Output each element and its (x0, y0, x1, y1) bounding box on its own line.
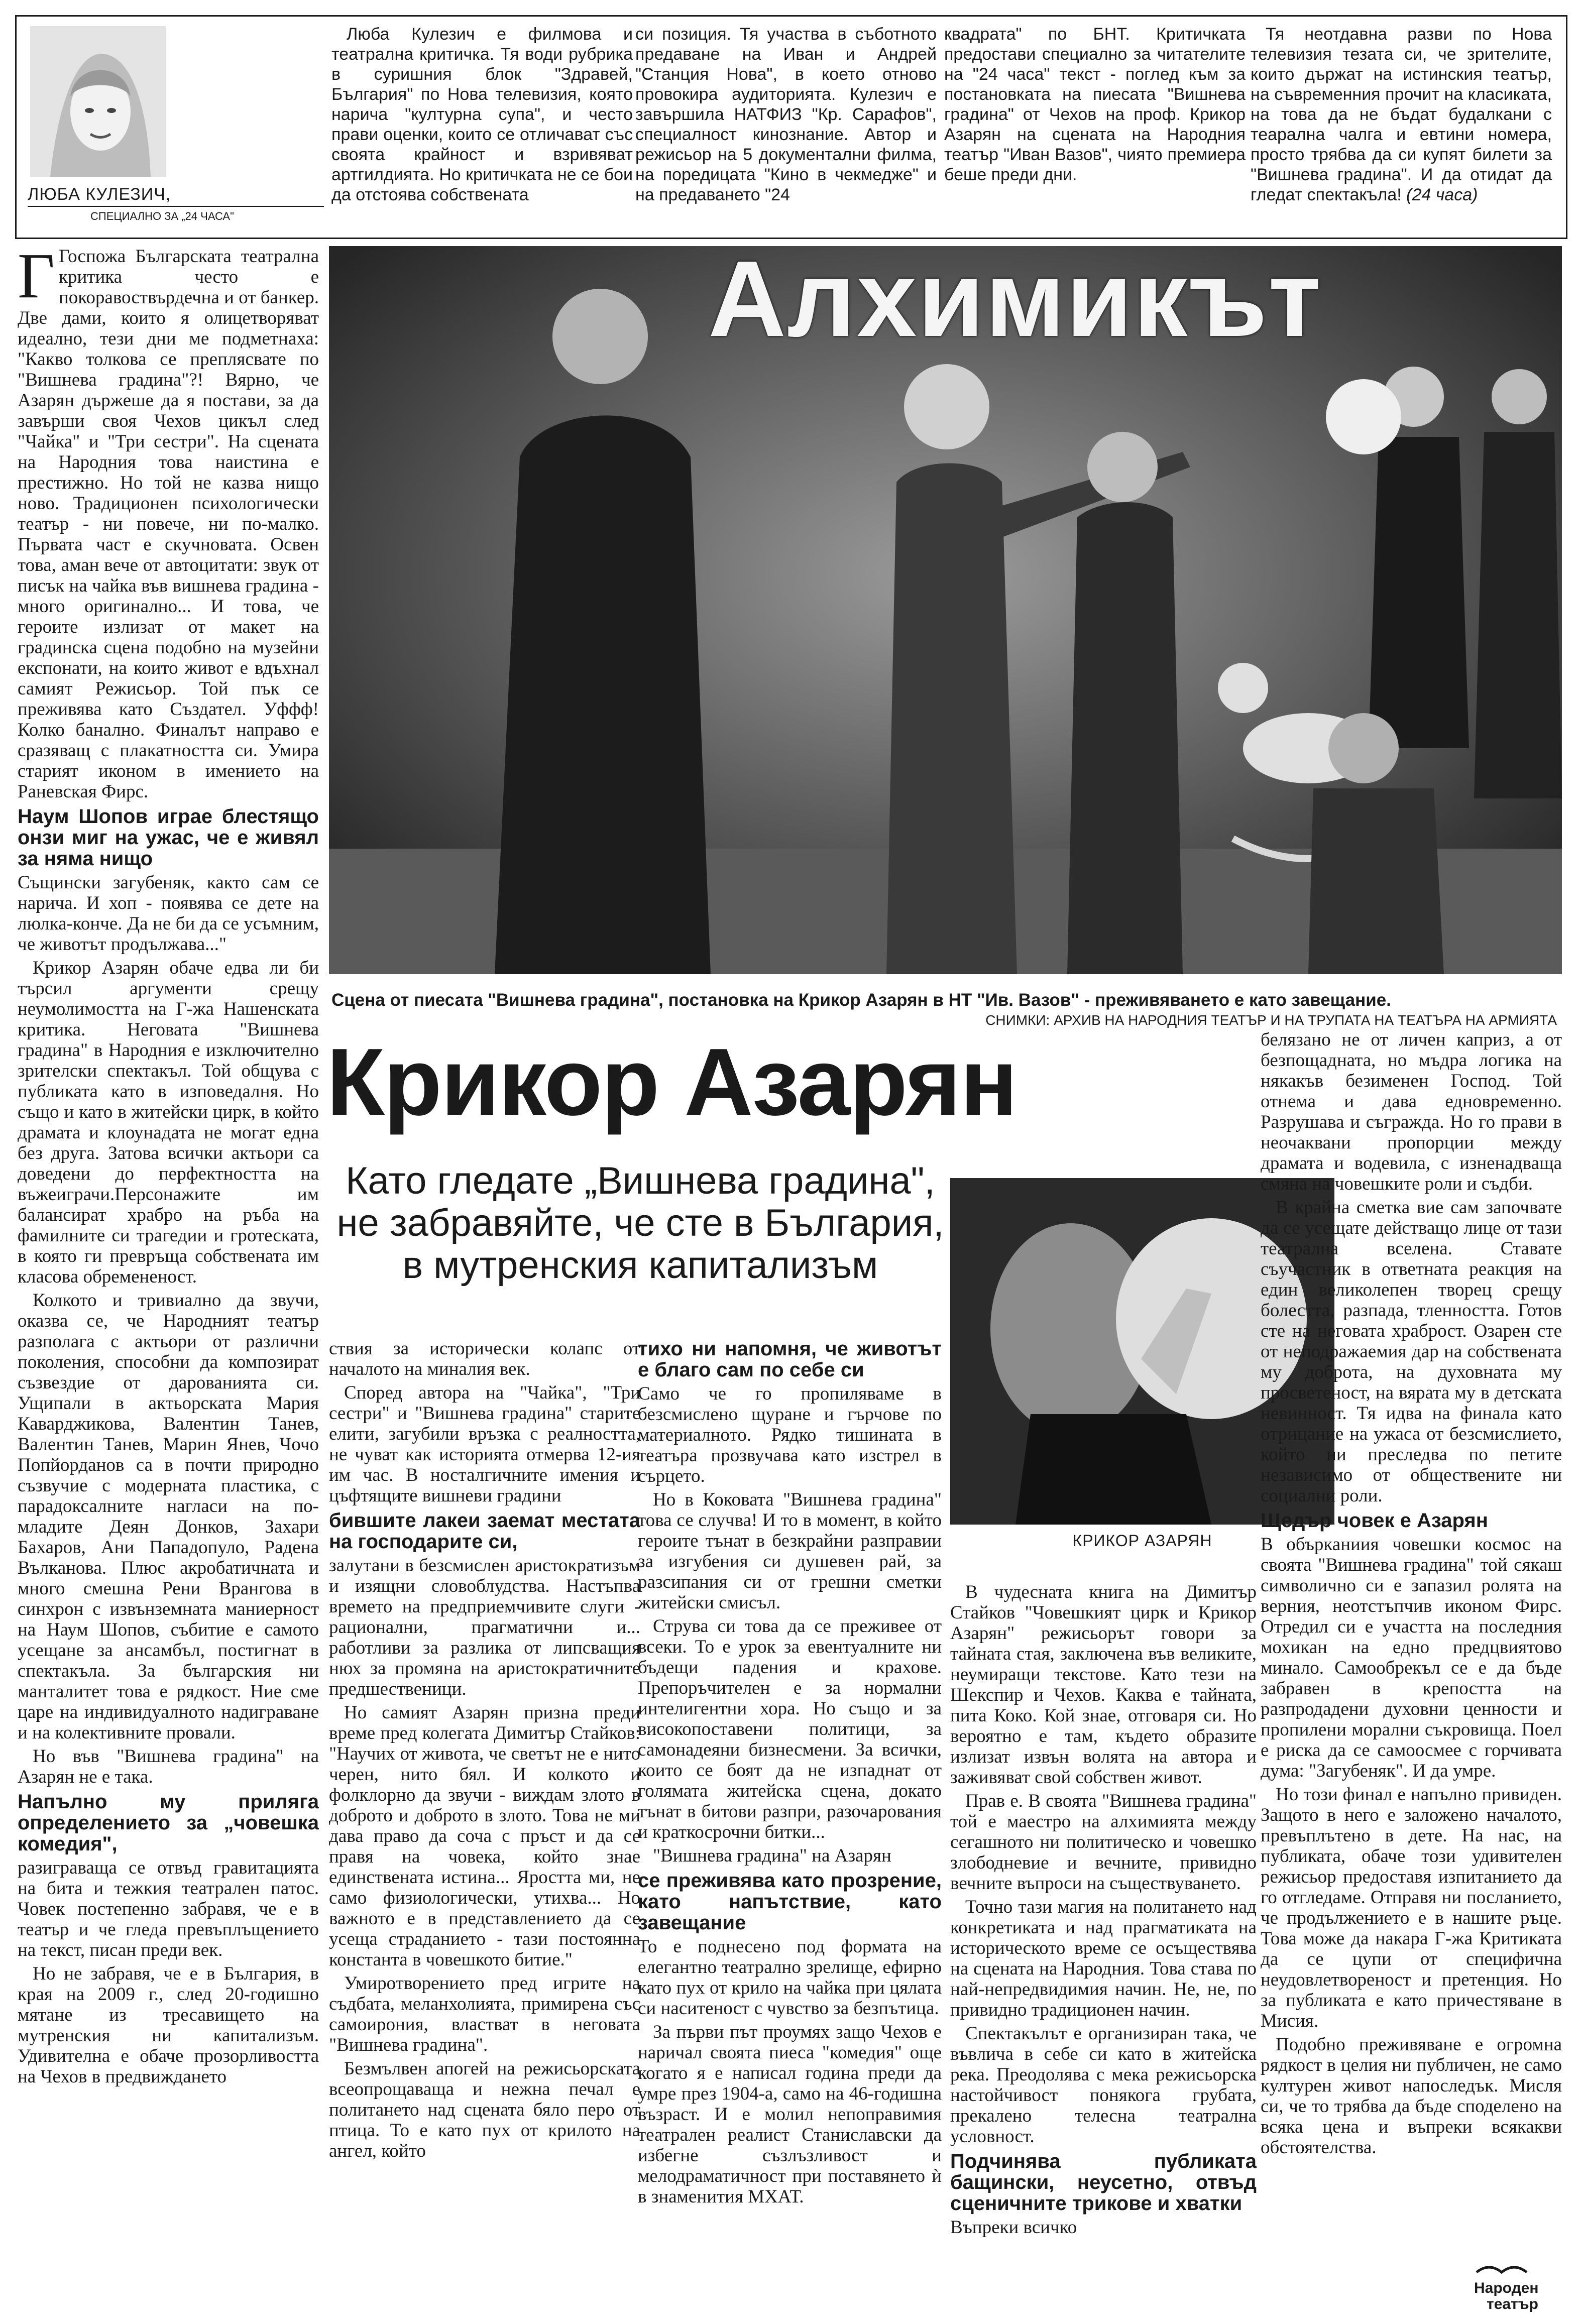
author-rule (28, 206, 324, 207)
bio-column-4-text: Тя неотдавна разви по Нова телевизия тезата си, че зрителите, които държат на истинския театър, на съвременния прочит на класиката, на това да не бъдат будалкани с теарална чалга и евтини номера, просто трябва да си купят билети за "Вишнева градина". И да отидат да гледат спектакъла! (1251, 25, 1552, 204)
col2-p1: ствия за исторически колапс от началото на миналия век. (329, 1338, 640, 1379)
col4-p3: Точно тази магия на политането над конкретиката и над прагматиката на историческото време се осъществява на сцената на Народния. Това става по най-непредвидимия начин. Не, не, по привидно традиционен начин. (950, 1897, 1257, 2020)
article-column-2 (329, 1338, 640, 2317)
stamp-line-1: Народен (1474, 2280, 1539, 2296)
col2-subheading-1: бившите лакеи заемат местата на господарите си, (329, 1509, 640, 1553)
article-column-1 (18, 246, 319, 2315)
col4-p1: В чудесната книга на Димитър Стайков "Човешкият цирк и Крикор Азарян" режисьорът говори за тайната стая, заключена във великите, неумиращи текстове. Като тези на Шекспир и Чехов. Каква е тайната, пита Коко. Кой знае, отговаря си. Но вероятно е там, където образите излизат извън волята на автора и заживяват свой собствен живот. (950, 1582, 1257, 1788)
article-column-4 (950, 1582, 1257, 2317)
article-column-5 (1261, 1029, 1562, 2315)
col3-p3: Струва си това да се преживее от всеки. То е урок за евентуалните ни бъдещи падения и крахове. Препоръчителен е за нормални интелигентни хора. Но също и за високопоставени политици, за самонадеяни бизнесмени. За всички, които се боят да не изпаднат от голямата житейска сцена, докато тънат в битови разпри, разочарования и краткосрочни битки... (638, 1616, 942, 1842)
author-special-note: СПЕЦИАЛНО ЗА „24 ЧАСА" (90, 210, 234, 222)
col3-p4: "Вишнева градина" на Азарян (653, 1845, 891, 1866)
article-column-3 (638, 1338, 942, 2317)
drop-cap: Г (18, 246, 55, 311)
article-lead-paragraph (18, 246, 319, 802)
subheadline: Като гледате „Вишнева градина", не забравяйте, че сте в България, в мутренския капитализъм (336, 1159, 944, 1287)
theatre-stamp-logo (1466, 2260, 1567, 2315)
bio-column-4 (1251, 24, 1552, 225)
author-photo (30, 26, 166, 177)
photo-caption: Сцена от пиесата "Вишнева градина", постановка на Крикор Азарян в НТ "Ив. Вазов" - преживяването е като завещание. (331, 990, 1391, 1010)
col3-subheading-2: се преживява като прозрение, като напътствие, като завещание (638, 1870, 942, 1934)
photo-credit: СНИМКИ: АРХИВ НА НАРОДНИЯ ТЕАТЪР И НА ТРУПАТА НА ТЕАТЪРА НА АРМИЯТА (985, 1012, 1557, 1028)
col1-p3: Крикор Азарян обаче едва ли би търсил аргументи срещу неумолимостта на Г-жа Нашенската критика. Неговата "Вишнева градина" в Народния е изключително зрителски спектакъл. Той общува с публиката като в изповедалня. Но също и като в житейски цирк, в който драмата и клоунадата не могат една без друга. Затова всички актьори са доведени до перфектността на въжеиграчи.Персонажите им балансират храбро на ръба на фамилните си трагедии и гротеската, в която ги превръща собствената им класова обремененост. (18, 958, 319, 1287)
bio-source: (24 часа) (1406, 185, 1478, 204)
col2-p4: Но самият Азарян призна преди време пред колегата Димитър Стайков: "Научих от живота, че светът не е нито черен, нито бял. И колкото и фолклорно да звучи - виждам злото в доброто и доброто в злото. Това не ми дава право да соча с пръст и да се правя на човека, който знае единствената истина... Яростта ми, не само физиологически, утихва... Но важното е в представлението да се усеща страданието - тази постоянна константа в човешкото битие." (329, 1702, 640, 1970)
bio-column-1: Люба Кулезич е филмова и театрална критичка. Тя води рубрика в суришния блок "Здравей, България" по Нова телевизия, която нарича "културна супа", и често прави оценки, които се отличават със своята крайност и взривяват артгилдията. Но критичката не се бои да отстоява собствената (331, 25, 633, 204)
stamp-line-2: театър (1487, 2296, 1538, 2312)
bio-column-2: си позиция. Тя участва в съботното предаване на Иван и Андрей "Станция Нова", в което отново провокира аудиторията. Кулезич е завършила НАТФИЗ "Кр. Сарафов", специалност кинознание. Автор и режисьор на 5 документални филма, на поредицата "Кино в чекмедже" и на предаването "24 (635, 25, 937, 204)
headline-top: Алхимикът (708, 238, 1322, 359)
col5-subheading-1: Щедър човек е Азарян (1261, 1509, 1488, 1532)
col5-p4: Но този финал е напълно привиден. Защото в него е заложено началото, превъплътено в дете. На нас, на публиката, обаче този удивителен режисьор предоставя изпитанието да го отгледаме. Отправя ни посланието, че продължението е в нашите ръце. Това може да накара Г-жа Критиката да се цупи от специфична неудовлетвореност и претенция. Но за публиката е като причестяване в Мисия. (1261, 1784, 1562, 2031)
col5-p3: В обърканиия човешки космос на своята "Вишнева градина" той сякаш символично си е запазил ролята на верния, неотстъпчив иконом Фирс. Отредил си е участта на последния мохикан на едно предцвиятово минало. Самообрекъл се е да бъде забравен в крепостта на разпродадени духовни ценности и пропилени морални съкровища. Поел е риска да се самоосмее с горчивата дума: "Загубеняк". И да умре. (1261, 1534, 1562, 1781)
col1-p4: Колкото и тривиално да звучи, оказва се, че Народният театър разполага с актьори от различни поколения, способни да композират съзвездие от дарованията си. Ущипали в актьорската Мария Каварджикова, Валентин Танев, Валентин Танев, Марин Янев, Чочо Попйорданов са в почти природно съзвучие с модерната пластика, с парадоксалните нагласи на по-младите Деян Донков, Захари Бахаров, Ани Пападопуло, Радена Вълканова. Плюс акробатичната и много смешна Рени Врангова в синхрон с извънземната маниерност на Наум Шопов, събитие е самото усещане за ансамбъл, постигнат в спектакъла. За българския ни манталитет това е рядкост. Ние сме царе на индивидуалното надиграване и на колективните провали. (18, 1290, 319, 1743)
col2-p5: Умиротворението пред игрите на съдбата, меланхолията, примирена със самоирония, властват в неговата "Вишнева градина". (329, 1973, 640, 2055)
col3-p5: То е поднесено под формата на елегантно театрално зрелище, ефирно като пух от крило на чайка при цялата си наситеност с чувство за безпътица. (638, 1936, 942, 2019)
col3-p2: Но в Коковата "Вишнева градина" това се случва! И то в момент, в който героите тънат в безкрайни разправии за изгубения си душевен рай, за разсипания си от грешни сметки житейски смисъл. (638, 1489, 942, 1613)
col2-p6: Безмълвен апогей на режисьорската всеопрощаваща и нежна печал е политането над сцената бяло перо от птица. То е като пух от крилото на ангел, който (329, 2058, 640, 2161)
col4-subheading-1: Подчинява публиката бащински, неусетно, отвъд сценичните трикове и хватки (950, 2150, 1257, 2215)
col3-p6: За първи път проумях защо Чехов е наричал своята пиеса "комедия" още когато я е написал година преди да умре през 1904-а, само на 46-годишна възраст. И е молил непоправимия театрален реалист Станиславски да избегне съзлъзливост и мелодраматичност при поставянето ѝ в знаменития МХАТ. (638, 2022, 942, 2207)
portrait-caption: КРИКОР АЗАРЯН (1072, 1532, 1212, 1550)
col1-p7: Но не забравя, че е в България, в края на 2009 г., след 20-годишно мятане из тресавището на мутренския ни капитализъм. Удивителна е обаче прозорливостта на Чехов в предвиждането (18, 1963, 319, 2087)
col2-p3: залутани в безсмислен аристократизъм и изящни словоблудства. Настъпва времето на предприемчивите слуги - рационални, прагматични и... работливи за разлика от липсващия нюх за промяна на аристократичните предшественици. (329, 1555, 640, 1699)
col5-p2: В крайна сметка вие сам започвате да се усещате действащо лице от тази театрална вселена. Ставате съучастник в ответната реакция на един великолепен творец срещу болестта, разпада, тленността. Готов сте на неговата храброст. Озарен сте от неподражаемия дар на собствената му доброта, на духовната му просветеност, на вярата му в детската невинност. Тя идва на финала като отрицание на ужаса от безсмислието, който ни преследва по петите независимо от обществените ни социални роли. (1261, 1197, 1562, 1506)
col1-p6: разиграваща се отвъд гравитацията на бита и тежкия театрален патос. Човек постепенно забравя, че е в театър и че гледа превъплъщението на текст, писан преди век. (18, 1857, 319, 1960)
col5-p1: белязано не от личен каприз, а от безпощадната, но мъдра логика на някакъв безименен Господ. Той отнема и дава едновременно. Разрушава и съгражда. Но го прави в неочаквани пропорции между драмата и водевила, с изненадваща смяна на човешките роли и съдби. (1261, 1029, 1562, 1194)
author-name: ЛЮБА КУЛЕЗИЧ, (28, 185, 171, 204)
col1-subheading-2: Напълно му прилягa определението за „човешка комедия", (18, 1791, 319, 1855)
headline-main: Крикор Азарян (326, 1029, 1017, 1135)
col4-p4: Спектакълът е организиран така, че въвлича в себе си като в житейска река. Преодолява с мека режисьорска настойчивост понякога грубата, прекалено телесна театрална условност. (950, 2023, 1257, 2147)
col1-p2: Същински загубеняк, както сам се нарича. И хоп - появява се дете на люлка-конче. Да не би да се усъмним, че животът продължава..." (18, 872, 319, 955)
col5-p5: Подобно преживяване е огромна рядкост в целия ни публичен, не само културен живот напоследък. Мисля си, че то трябва да бъде споделено на всяка цена и въпреки всякакви обстоятелства. (1261, 2034, 1562, 2158)
col4-p5: Въпреки всичко (950, 2217, 1077, 2238)
bio-column-3: квадрата" по БНТ. Критичката предостави специално за читателите на "24 часа" текст - поглед към за постановката на пиесата "Вишнева градина" от Чехов на проф. Крикор Азарян на сцената на Народния театър "Иван Вазов", чиято премиера беше преди дни. (944, 25, 1246, 184)
col1-p5: Но във "Вишнева градина" на Азарян не е така. (18, 1746, 319, 1787)
author-photo-illustration (30, 26, 166, 177)
col1-p1: Госпожа Българската театрална критика често е покоравоствърдечна и от банкер. Две дами, които я олицетворяват идеално, тези дни ме подметнаха: "Какво толкова се преплясвате по "Вишнева градина"?! Вярно, че Азарян държеше да я постави, за да завърши своя Чехов цикъл след "Чайка" и "Три сестри". На сцената на Народния това наистина е престижно. Но той не казва нищо ново. Традиционен психологически театър - ни повече, ни по-малко. Първата част е скучновата. Освен това, аман вече от автоцитати: звук от писък на чайка във вишнева градина - много оригинално... И това, че героите излизат от макет на градинска сцена подобно на музейни експонати, на които живот е вдъхнал самият Режисьор. Той пък се преживява като Създател. Уффф! Колко банално. Финалът направо е сразяващ с плакатността си. Умира старият иконом в имението на Раневская Фирс. (18, 246, 319, 802)
col3-p1: Само че го пропиляваме в безсмислено щуране и гърчове по материалното. Рядко тишината в театъра прозвучава като изстрел в сърцето. (638, 1383, 942, 1486)
col4-p2: Прав е. В своята "Вишнева градина" той е маестро на алхимията между сегашното ни политическо и човешко злободневие и вечните, привидно вечните въпроси на съществуването. (950, 1791, 1257, 1894)
col2-p2: Според автора на "Чайка", "Три сестри" и "Вишнева градина" старите елити, загубили връзка с реалността, не чуват как историята отмерва 12-ия им час. В носталгичните имения и цъфтящите вишневи градини (329, 1382, 640, 1506)
col3-subheading-1: тихо ни напомня, че животът е благо сам по себе си (638, 1338, 942, 1381)
col1-subheading-1: Наум Шопов играе блестящо онзи миг на ужас, че е живял за няма нищо (18, 805, 319, 870)
